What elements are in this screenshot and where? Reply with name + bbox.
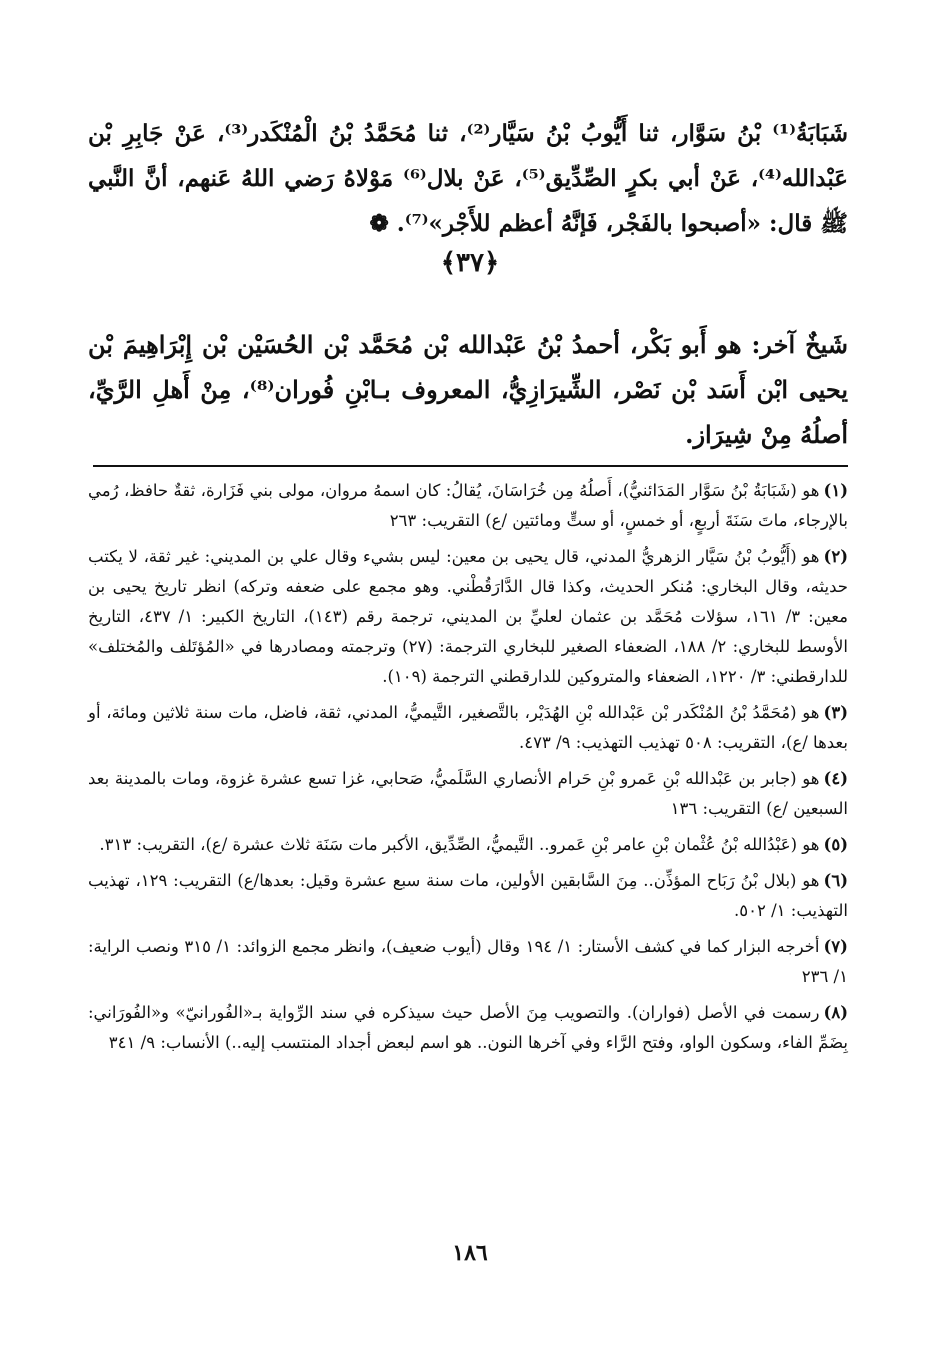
footnote-text: أخرجه البزار كما في كشف الأستار: ١/ ١٩٤ وقال (أيوب ضعيف)، وانظر مجمع الزوائد: ١/ ٣١٥ ونصب الراية: ١/ ٢٣٦ — [88, 937, 848, 986]
footnote-number: (٨) — [823, 1003, 848, 1022]
footnote-text: هو (جابر بن عَبْدالله بْنِ عَمرو بْنِ حَرام الأنصاري السَّلَميُّ، صَحابي، غزا تسع عشرة غزوة، ومات بالمدينة بعد السبعين /ع) التقريب: ١٣٦ — [88, 769, 848, 818]
footnote — [88, 998, 848, 1058]
footnote — [88, 932, 848, 992]
footnote-number: (٥) — [823, 835, 848, 854]
footnote-text: رسمت في الأصل (فواران). والتصويب مِنَ الأصل حيث سيذكره في سند الرِّواية بـ«الفُورانيّ» و«الفُورَاني: بِضَمِّ الفاء، وسكون الواو، وفتح الرَّاء وفي آخرها النون.. هو اسم لبعض أجداد المنتسب إليه..) الأنساب: ٩/ ٣٤١ — [88, 1003, 848, 1052]
footnote-text: هو (عَبْدُالله بْنُ عُثْمان بْنِ عامر بْنِ عَمرو.. التَّيميُّ، الصِّدِّيق، الأكبر مات سَنَة ثلاث عشرة /ع)، التقريب: ٣١٣. — [99, 835, 820, 854]
footnote-divider — [93, 465, 848, 467]
footnote — [88, 542, 848, 692]
page-number: ١٨٦ — [452, 1240, 488, 1266]
footnote-text: هو (أَيُّوبُ بْنُ سَيَّار الزهريُّ المدني، قال يحيى بن معين: ليس بشيء وقال علي بن المديني: غير ثقة، لا يكتب حديثه، وقال البخاري: مُنكر الحديث، وكذا قال الدَّارَقُطْني. وهو مجمع على ضعفه وتركه) انظر تاريخ يحيى بن معين: ٣/ ١٦١، سؤلات مُحَمَّد بن عثمان لعليِّ بن المديني، ترجمة رقم (١٤٣)، التاريخ الكبير: ١/ ٤٣٧، التاريخ الأوسط للبخاري: ٢/ ١٨٨، الضعفاء الصغير للبخاري الترجمة: (٢٧) وترجمته ومصادرها في «المُؤتَلف والمُختلف» للدارقطني: ٣/ ١٢٢٠، الضعفاء والمتروكين للدارقطني الترجمة (١٠٩). — [88, 547, 848, 686]
biography-paragraph: شَيخٌ آخر: هو أَبو بَكْر، أحمدُ بْنُ عَبْدالله بْن مُحَمَّد بْن الحُسَيْن بْن إِبْرَاهِيمَ بْن يحيى ابْن أَسَد بْن نَصْر، الشِّيرَازِيُّ، المعروف بـابْنِ فُوران⁽⁸⁾، مِنْ أَهلِ الرَّيِّ، أصلُهُ مِنْ شِيرَاز. — [88, 330, 848, 449]
footnote-number: (٦) — [823, 871, 848, 890]
footnote-number: (١) — [823, 481, 848, 500]
hadith-paragraph: شَبَابَةُ⁽¹⁾ بْنُ سَوَّار، ثنا أَيُّوبُ بْنُ سَيَّار⁽²⁾، ثنا مُحَمَّدُ بْنُ الْمُنْكَدر⁽³⁾، عَنْ جَابِرِ بْن عَبْدالله⁽⁴⁾، عَنْ أبي بكرٍ الصِّدِّيق⁽⁵⁾، عَنْ بلال⁽⁶⁾ مَوْلاهُ رَضي اللهُ عَنهم، أنَّ النَّبي ﷺ قال: «أصبحوا بالفَجْر، فَإنَّهُ أعظم للأَجْر»⁽⁷⁾. ❁ — [88, 120, 849, 237]
footnote — [88, 830, 848, 860]
footnote-number: (٢) — [823, 547, 848, 566]
footnote — [88, 476, 848, 536]
footnote-text: هو (بلال بْنُ رَبَاح المؤذِّن.. مِنَ السَّابقين الأولين، مات سنة سبع عشرة وقيل: بعدها/ع) التقريب: ١٢٩، تهذيب التهذيب: ١/ ٥٠٢. — [88, 871, 848, 920]
footnote-number: (٧) — [823, 937, 848, 956]
footnote-number: (٤) — [823, 769, 848, 788]
footnote — [88, 764, 848, 824]
entry-number: ﴿٣٧﴾ — [440, 248, 500, 278]
footnote — [88, 866, 848, 926]
footnotes — [88, 476, 848, 1064]
footnote-number: (٣) — [823, 703, 848, 722]
footnote — [88, 698, 848, 758]
footnote-text: هو (شَبَابَةُ بْنُ سَوَّار المَدَائنيُّ)، أَصلُهُ مِن خُرَاسَانَ، يُقالُ: كان اسمهُ مروان، مولى بني فَزَارة، ثقةٌ حافظ، رُمي بالإرجاء، ماتَ سَنَةَ أربعٍ، أو خمسٍ، أو ستٍّ ومائتين /ع) التقريب: ٢٦٣ — [88, 481, 848, 530]
footnote-text: هو (مُحَمَّدُ بْنُ المُنْكَدر بْن عَبْدالله بْنِ الهُدَيْر، بالتَّصغير، التَّيميُّ، المدني، ثقة، فاضل، مات سنة ثلاثين ومائة، أو بعدها /ع)، التقريب: ٥٠٨ تهذيب التهذيب: ٩/ ٤٧٣. — [88, 703, 848, 752]
